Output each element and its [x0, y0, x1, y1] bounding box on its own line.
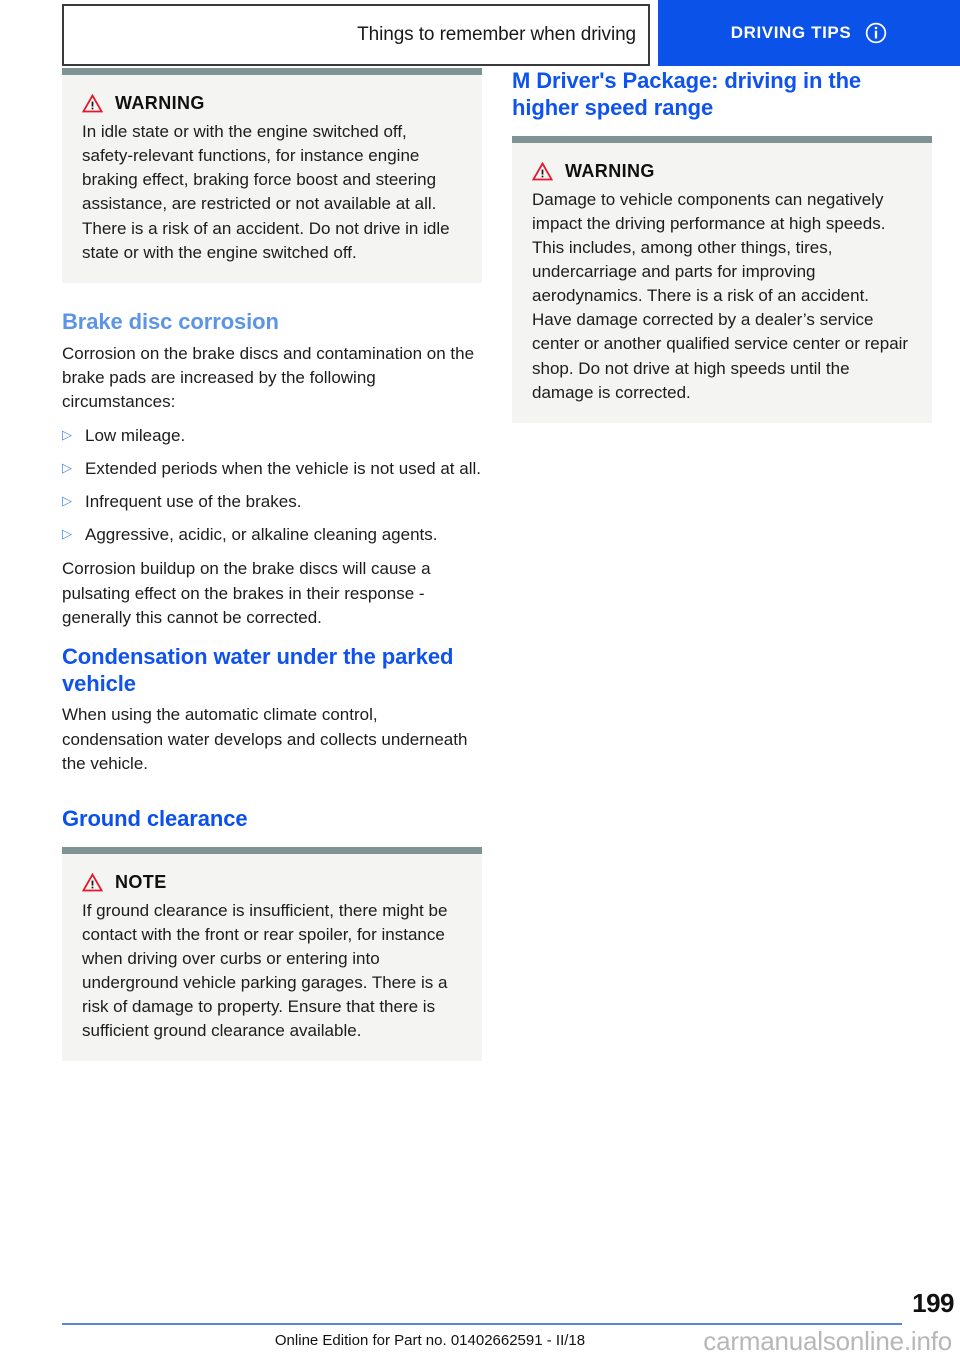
page-header	[0, 0, 960, 68]
page-number: 199	[912, 1288, 954, 1318]
footer-watermark: carmanualsonline.info	[703, 1326, 952, 1356]
note-box-ground-clearance	[62, 847, 482, 1062]
list-item-label: Infrequent use of the brakes.	[85, 492, 302, 512]
list-item-label: Extended periods when the vehicle is not used at all.	[85, 459, 481, 479]
warning-triangle-icon	[82, 873, 103, 892]
condensation-section-text: When using the automatic climate control, condensation water develops and collects underneath the vehicle.	[62, 705, 468, 773]
breadcrumb-tab	[62, 4, 650, 66]
heading-ground-clearance: Ground clearance	[62, 805, 248, 831]
bullet-triangle-icon: ▷	[62, 526, 72, 542]
section-tab-label: DRIVING TIPS	[730, 23, 852, 42]
note-box-text: If ground clearance is insufficient, there might be contact with the front or rear spoiler, for instance when driving over curbs or entering into underground vehicle parking garages. There is a risk of damage to property. Ensure that there is sufficient ground clearance available.	[82, 900, 448, 1041]
note-box-title: NOTE	[115, 871, 167, 892]
spacer	[62, 790, 482, 806]
warning-triangle-icon	[82, 94, 103, 113]
bullet-triangle-icon: ▷	[62, 493, 72, 509]
list-item	[62, 523, 482, 547]
heading-m-drivers-package: M Driver's Package: driving in the higher speed range	[512, 68, 862, 120]
bullet-triangle-icon: ▷	[62, 426, 72, 442]
section-tab-driving-tips	[658, 0, 960, 66]
heading-brake-disc-corrosion: Brake disc corrosion	[62, 308, 279, 334]
right-column	[512, 68, 932, 449]
bullet-triangle-icon: ▷	[62, 460, 72, 476]
warning-box-text: In idle state or with the engine switched off, safety-relevant functions, for instance engine braking effect, braking force boost and steering assistance, are restricted or not available at all. There is a risk of an accident. Do not drive in idle state or with the engine switched off.	[82, 122, 450, 262]
warning-box-title: WARNING	[115, 93, 205, 113]
warning-box-text: Damage to vehicle components can negatively impact the driving performance at high speeds. This includes, among other things, tires, undercarriage and parts for improving aerodynamics. There is a risk of an accident. Have damage corrected by a dealer’s service center or another qualified service center or repair shop. Do not drive at high speeds until the damage is corrected.	[532, 189, 909, 402]
list-item-label: Low mileage.	[85, 425, 186, 445]
page-footer	[0, 1280, 960, 1362]
left-column	[62, 68, 482, 1087]
warning-box-title: WARNING	[565, 160, 655, 181]
footer-divider	[62, 1323, 902, 1325]
warning-box-header	[512, 143, 932, 188]
list-item	[62, 424, 482, 448]
warning-box-m-driver	[512, 136, 932, 423]
footer-edition-text: Online Edition for Part no. 01402662591 - II/18	[274, 1332, 586, 1349]
brake-causes-list	[62, 424, 482, 548]
breadcrumb-label: Things to remember when driving	[357, 24, 636, 45]
note-box-header	[62, 854, 482, 899]
warning-box-header	[62, 75, 482, 120]
heading-condensation-water: Condensation water under the parked vehicle	[62, 643, 454, 696]
brake-section-outro: Corrosion buildup on the brake discs will cause a pulsating effect on the brakes in their response - generally this cannot be corrected.	[62, 559, 431, 627]
warning-box-idle-state	[62, 68, 482, 283]
warning-triangle-icon	[532, 162, 553, 181]
list-item-label: Aggressive, acidic, or alkaline cleaning agents.	[85, 525, 438, 545]
brake-section-intro: Corrosion on the brake discs and contamination on the brake pads are increased by the following circumstances:	[62, 343, 475, 411]
list-item	[62, 490, 482, 514]
info-circle-icon	[865, 22, 887, 44]
page-content	[0, 68, 960, 1280]
list-item	[62, 457, 482, 481]
